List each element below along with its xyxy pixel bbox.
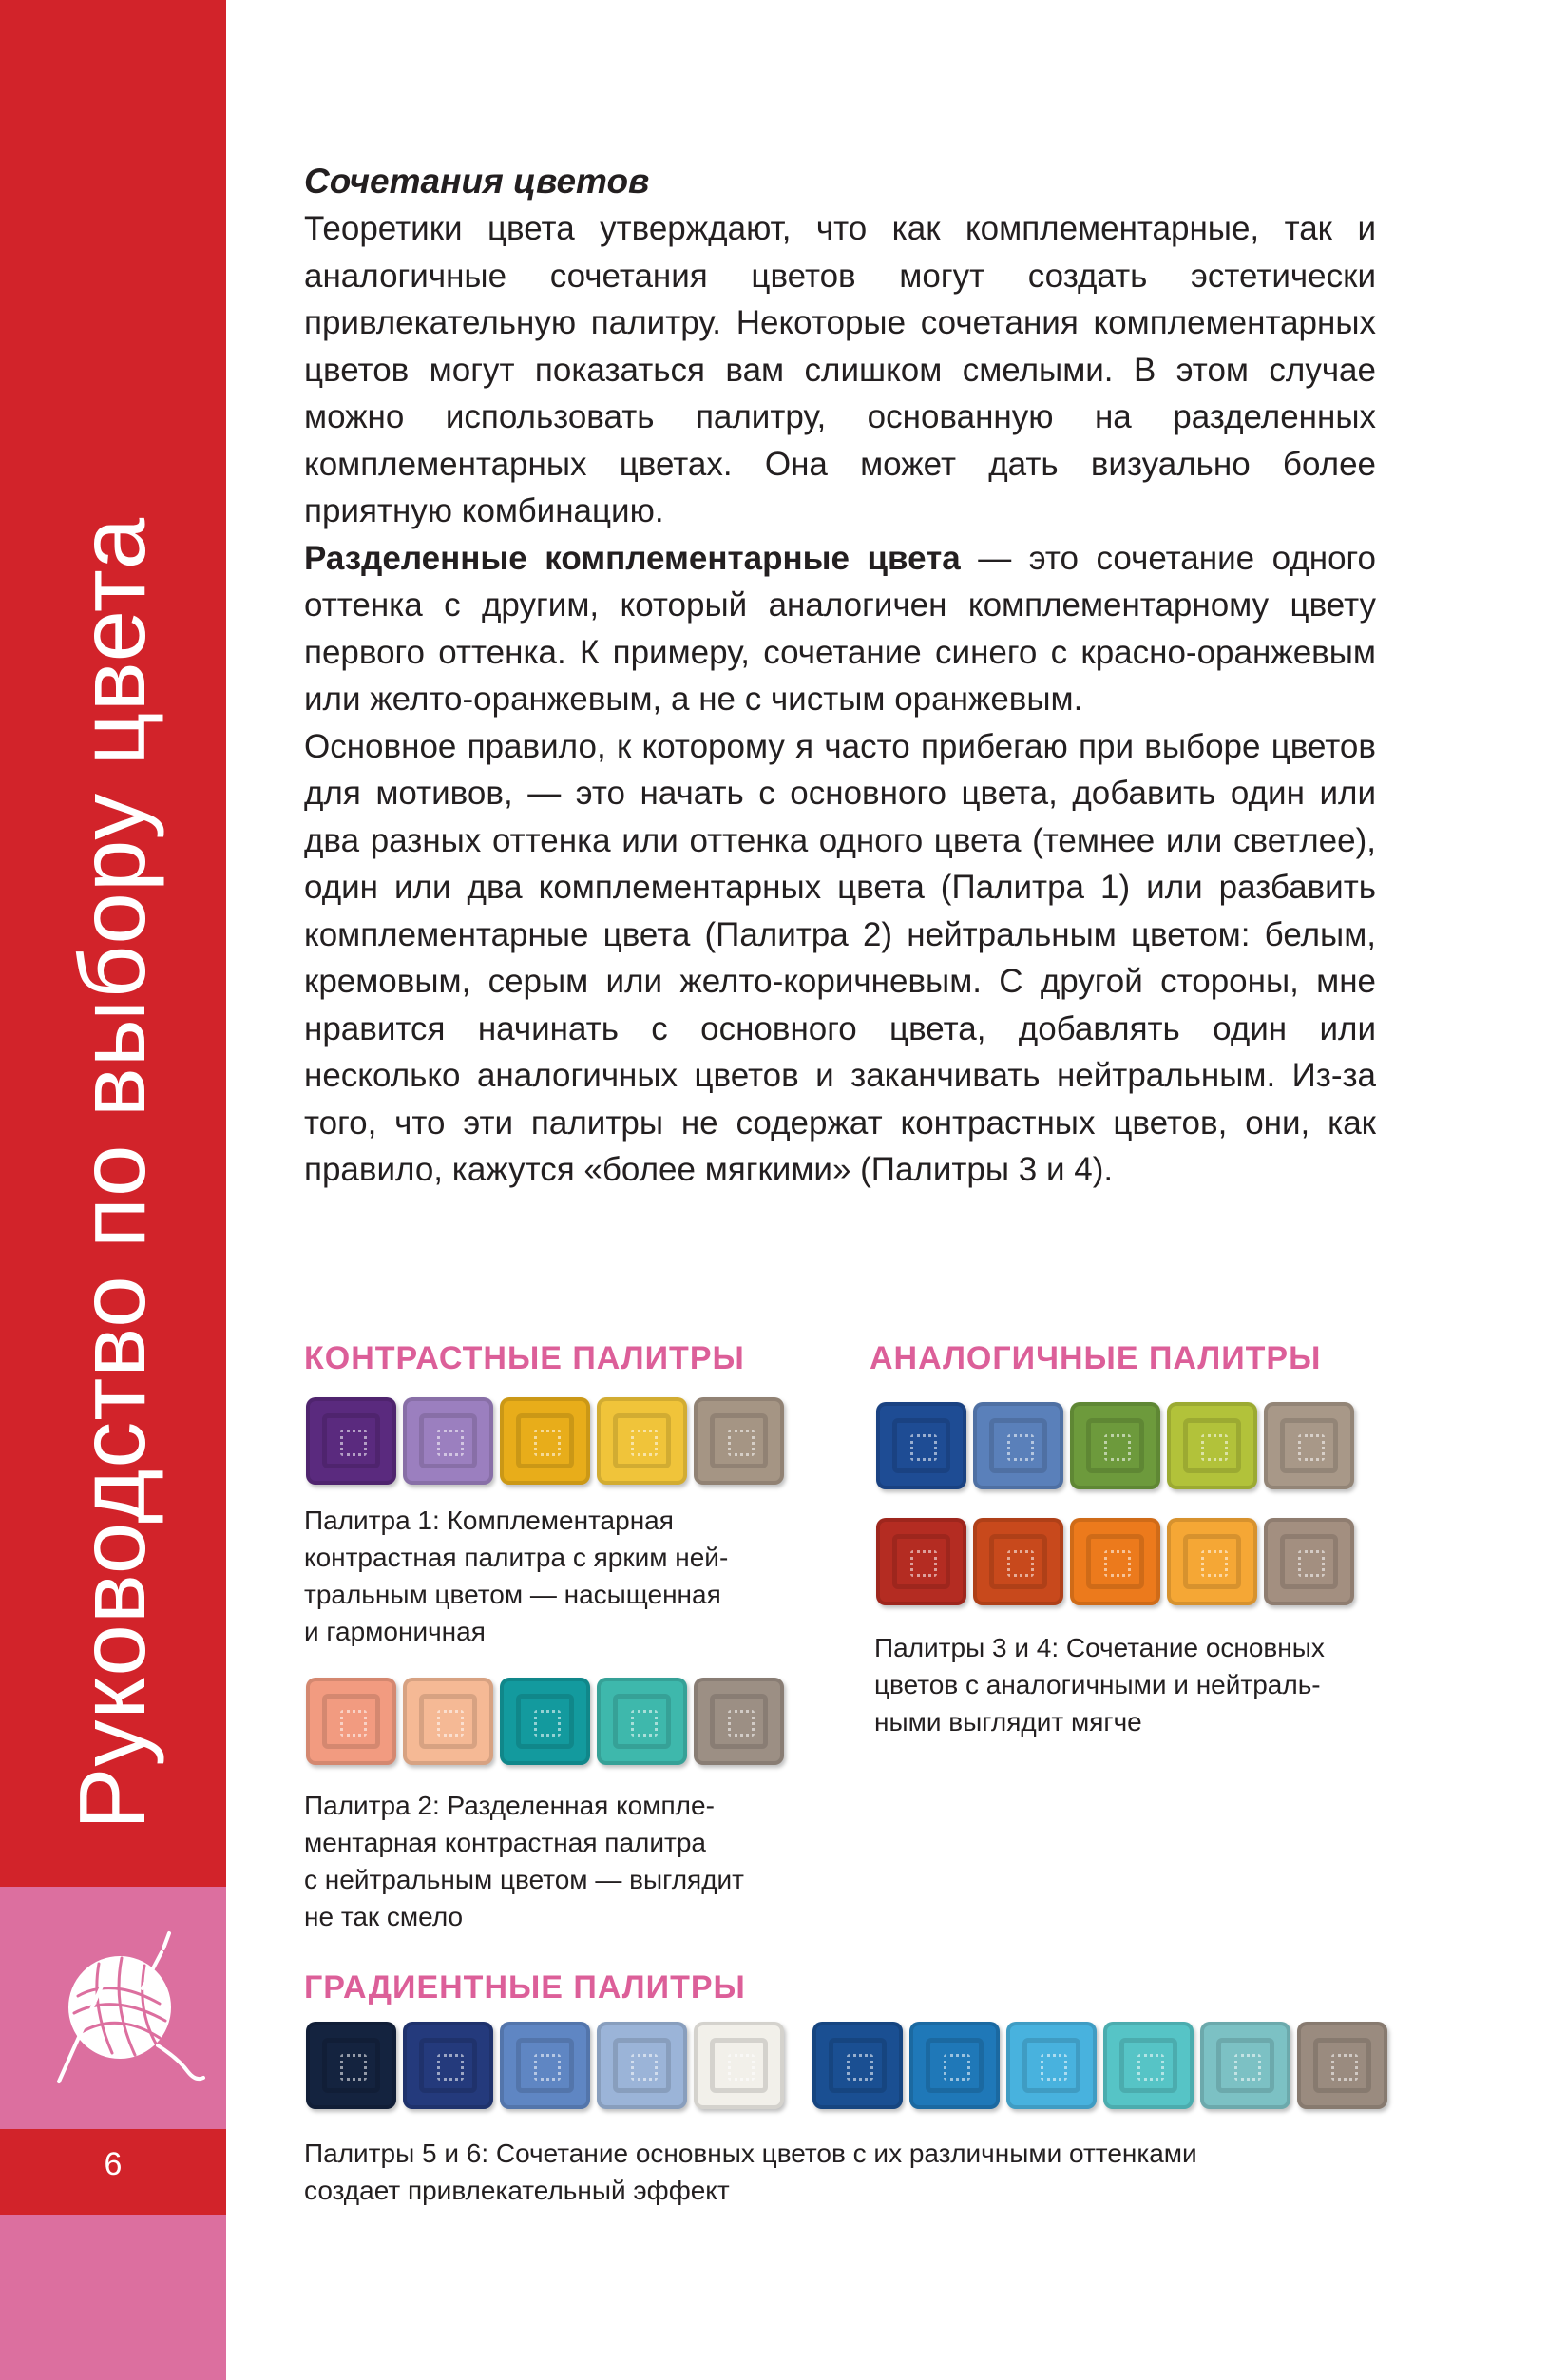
crochet-square-swatch: [1070, 1518, 1160, 1605]
palettes-3-4-caption: [874, 1629, 1325, 1740]
crochet-square-swatch: [1167, 1402, 1257, 1489]
crochet-square-swatch: [694, 1678, 784, 1765]
crochet-square-swatch: [306, 1397, 396, 1485]
paragraph-1: Теоретики цвета утверждают, что как комплементарные, так и аналогичные сочетания цветов могут создать эстетически привлекательную палитру. Некоторые сочетания комплементарных цветов могут показаться вам слишком смелыми. В этом случае можно использовать палитру, основанную на разделенных комплементарных цветах. Она может дать визуально более приятную комбинацию.: [304, 210, 1376, 529]
gradient-palettes-title: ГРАДИЕНТНЫЕ ПАЛИТРЫ: [304, 1969, 746, 2006]
crochet-square-swatch: [694, 1397, 784, 1485]
caption-line: Палитры 3 и 4: Сочетание основных: [874, 1633, 1325, 1662]
crochet-square-swatch: [876, 1402, 966, 1489]
caption-line: контрастная палитра с ярким ней-: [304, 1543, 729, 1572]
palette-4-swatches: [876, 1518, 1361, 1605]
crochet-square-swatch: [694, 2022, 784, 2109]
palettes-5-6-caption: [304, 2135, 1197, 2209]
paragraph-2-definition: — это сочетание одного оттенка с другим, который аналогичен комплементарному цвету первого оттенка. К примеру, сочетание синего с красно-оранжевым или желто-оранжевым, а не с чистым оранжевым.: [304, 539, 1376, 718]
main-text: [304, 162, 1376, 1194]
sidebar-pink-bottom-band: [0, 2215, 226, 2380]
crochet-square-swatch: [597, 2022, 687, 2109]
caption-line: не так смело: [304, 1902, 464, 1931]
crochet-square-swatch: [500, 1397, 590, 1485]
crochet-square-swatch: [812, 2022, 903, 2109]
caption-line: и гармоничная: [304, 1617, 486, 1646]
section-heading: Сочетания цветов: [304, 162, 650, 201]
crochet-square-swatch: [403, 1397, 493, 1485]
crochet-square-swatch: [500, 1678, 590, 1765]
chapter-title: Руководство по выбору цвета: [60, 516, 164, 1830]
analog-palettes-title: АНАЛОГИЧНЫЕ ПАЛИТРЫ: [870, 1340, 1322, 1376]
crochet-square-swatch: [973, 1518, 1063, 1605]
crochet-square-swatch: [1200, 2022, 1290, 2109]
palette-5-swatches: [306, 2022, 791, 2109]
caption-line: создает привлекательный эффект: [304, 2176, 730, 2205]
palette-2-caption: [304, 1787, 744, 1935]
crochet-square-swatch: [403, 2022, 493, 2109]
paragraph-2-term: Разделенные комплементарные цвета: [304, 539, 961, 577]
crochet-square-swatch: [1103, 2022, 1194, 2109]
yarn-ball-with-crochet-hook-icon: [46, 1929, 207, 2091]
crochet-square-swatch: [403, 1678, 493, 1765]
contrast-palettes-title: КОНТРАСТНЫЕ ПАЛИТРЫ: [304, 1340, 745, 1376]
crochet-square-swatch: [1264, 1518, 1354, 1605]
caption-line: Палитра 2: Разделенная компле-: [304, 1791, 715, 1820]
crochet-square-swatch: [306, 2022, 396, 2109]
crochet-square-swatch: [973, 1402, 1063, 1489]
crochet-square-swatch: [306, 1678, 396, 1765]
crochet-square-swatch: [1006, 2022, 1097, 2109]
palette-3-swatches: [876, 1402, 1361, 1489]
crochet-square-swatch: [1297, 2022, 1387, 2109]
crochet-square-swatch: [1264, 1402, 1354, 1489]
palette-1-swatches: [306, 1397, 791, 1485]
crochet-square-swatch: [909, 2022, 1000, 2109]
crochet-square-swatch: [597, 1397, 687, 1485]
caption-line: Палитры 5 и 6: Сочетание основных цветов с их различными оттенками: [304, 2139, 1197, 2168]
caption-line: Палитра 1: Комплементарная: [304, 1506, 674, 1535]
crochet-square-swatch: [500, 2022, 590, 2109]
caption-line: ментарная контрастная палитра: [304, 1828, 706, 1857]
caption-line: с нейтральным цветом — выглядит: [304, 1865, 744, 1894]
crochet-square-swatch: [597, 1678, 687, 1765]
caption-line: цветов с аналогичными и нейтраль-: [874, 1670, 1321, 1699]
palette-6-swatches: [812, 2022, 1394, 2109]
paragraph-2: [304, 535, 1376, 723]
paragraph-3: Основное правило, к которому я часто прибегаю при выборе цветов для мотивов, — это начать с основного цвета, добавить один или два разных оттенка или оттенка одного цвета (темнее или светлее), один или два комплементарных цвета (Палитра 1) или разбавить комплементарные цвета (Палитра 2) нейтральным цветом: белым, кремовым, серым или желто-коричневым. С другой стороны, мне нравится начинать с основного цвета, добавлять один или несколько аналогичных цветов и заканчивать нейтральным. Из-за того, что эти палитры не содержат контрастных цветов, они, как правило, кажутся «более мягкими» (Палитры 3 и 4).: [304, 727, 1376, 1188]
crochet-square-swatch: [1070, 1402, 1160, 1489]
crochet-square-swatch: [1167, 1518, 1257, 1605]
page-number: 6: [104, 2146, 123, 2182]
caption-line: тральным цветом — насыщенная: [304, 1580, 721, 1609]
caption-line: ными выглядит мягче: [874, 1707, 1142, 1737]
palette-2-swatches: [306, 1678, 791, 1765]
palette-1-caption: [304, 1502, 728, 1650]
sidebar: [0, 0, 226, 2380]
crochet-square-swatch: [876, 1518, 966, 1605]
